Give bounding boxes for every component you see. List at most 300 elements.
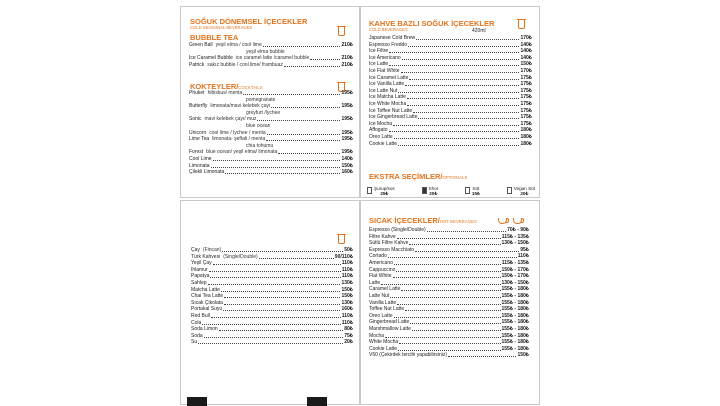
menu-item-note: yeşil elma bubble: [246, 48, 285, 55]
menu-item-price: 175₺: [520, 87, 532, 94]
menu-item: [189, 130, 353, 137]
extra-option-price: 15₺: [471, 191, 480, 197]
menu-item-price: 150₺: [517, 352, 529, 359]
menu-item: [189, 163, 353, 170]
menu-item-name: Ice Caramel Latte: [369, 74, 409, 81]
menu-item-name: Vanilla Latte: [369, 299, 397, 306]
menu-item-name: Caramel Latte: [369, 286, 401, 293]
menu-item: [191, 280, 353, 287]
menu-item-price: 150₺: [520, 61, 532, 68]
menu-item-name: Cortado: [369, 253, 387, 260]
dot-leader: [396, 271, 500, 272]
dot-leader: [393, 125, 519, 126]
dot-leader: [385, 337, 500, 338]
menu-item: [191, 320, 353, 327]
menu-item: [369, 75, 532, 82]
extra-option-price: 25₺: [380, 191, 389, 197]
menu-item-name: Yeşil Çay: [191, 260, 212, 267]
menu-item-price: 155₺ - 180₺: [501, 325, 529, 332]
menu-item: [191, 287, 353, 294]
menu-item-name: Ice Caramel Bubble: [189, 55, 233, 62]
dot-leader: [210, 277, 340, 278]
menu-item-desc: sakız bubble / cool lime/ frambuaz: [207, 61, 283, 68]
menu-item-price: 110₺: [341, 319, 353, 326]
menu-item-price: 110₺: [341, 273, 353, 280]
extra-option: [422, 186, 438, 196]
dot-leader: [209, 271, 341, 272]
menu-item: [369, 253, 529, 260]
dot-leader: [427, 231, 506, 232]
menu-item-name: Unicorn: [189, 129, 207, 136]
menu-item-name: Mocha: [369, 332, 385, 339]
menu-item-price: 50₺: [344, 247, 353, 253]
menu-item-price: 110₺: [341, 266, 353, 273]
menu-item-price: 130₺: [341, 299, 353, 306]
menu-item-name: Cola: [191, 319, 202, 326]
menu-item-name: Ice Americano: [369, 54, 401, 61]
dot-leader: [243, 94, 340, 95]
menu-item: [191, 333, 353, 340]
menu-item-name: Cappuccino: [369, 266, 396, 273]
other-drinks-list: [191, 247, 353, 346]
menu-item: [369, 267, 529, 274]
extra-option-label: Süt: [472, 186, 480, 191]
menu-item: [189, 55, 353, 62]
dot-leader: [397, 238, 501, 239]
dot-leader: [393, 277, 501, 278]
menu-item-price: 155₺ - 180₺: [501, 345, 529, 352]
menu-item-name: Sıcak Çikolata: [191, 299, 223, 306]
menu-item: [369, 333, 529, 340]
menu-item-name: Gingerbread Latte: [369, 319, 410, 326]
cold-seasonal-subtitle: COLD SEASONAL BEVERAGES: [190, 25, 253, 30]
menu-item-name: Latte: [369, 279, 381, 286]
dot-leader: [389, 131, 520, 132]
menu-item-price: 180₺: [520, 133, 532, 140]
dot-leader: [208, 284, 341, 285]
menu-item-price: 80₺: [344, 326, 353, 333]
menu-item-price: 180₺: [520, 140, 532, 147]
menu-item-name: Phuket: [189, 90, 205, 96]
menu-item-price: 150₺: [341, 286, 353, 293]
dot-leader: [381, 284, 500, 285]
bubble-tea-title: BUBBLE TEA: [190, 33, 239, 42]
menu-item: [189, 169, 353, 176]
cup-size-label: 420ml: [472, 28, 486, 34]
menu-item-price: 75₺: [344, 332, 353, 339]
menu-item-name: Espresso (Single/Double): [369, 227, 426, 233]
menu-item-desc: limonata- şeftali / menta: [212, 136, 266, 143]
menu-item-price: 155₺ - 180₺: [501, 332, 529, 339]
menu-item-desc: blue ocean/ yeşil elma/ limonata: [206, 149, 278, 156]
menu-item: [369, 141, 532, 148]
menu-item: [189, 103, 353, 110]
menu-item-name: Ice Matcha Latte: [369, 94, 406, 101]
dot-leader: [259, 258, 334, 259]
menu-item: [369, 286, 529, 293]
menu-item-note: greyfurt /lychee: [246, 109, 281, 116]
hot-cup-icon: [513, 218, 522, 224]
menu-item: [191, 260, 353, 267]
dot-leader: [409, 244, 500, 245]
menu-item-desc: cool lime / lychee / menta: [209, 129, 266, 136]
dot-leader: [224, 304, 341, 305]
menu-item-price: 210₺: [341, 55, 353, 62]
dot-leader: [388, 257, 517, 258]
menu-item-name: Ice Latte: [369, 61, 389, 68]
menu-item-name: Ice Toffee Nut Latte: [369, 107, 413, 114]
menu-item-price: 150₺ - 170₺: [501, 273, 529, 280]
menu-item-price: 155₺ - 180₺: [501, 319, 529, 326]
dot-leader: [390, 297, 500, 298]
menu-item-name: Ice Gingerbread Latte: [369, 114, 418, 121]
menu-item: [369, 114, 532, 121]
menu-item: [369, 35, 532, 42]
menu-item-desc: (Single/Double): [223, 253, 258, 260]
extras-title-text: EKSTRA SEÇİMLER/: [369, 172, 443, 181]
menu-item-price: 155₺ - 180₺: [501, 312, 529, 319]
menu-item: [369, 68, 532, 75]
menu-item: [369, 94, 532, 101]
menu-item-name: Patrick: [189, 61, 205, 68]
bubble-tea-list: [189, 42, 353, 68]
dot-leader: [219, 330, 344, 331]
menu-item-name: Limonata: [189, 162, 210, 169]
menu-item: [189, 136, 353, 143]
menu-item-name: Forest: [189, 149, 204, 156]
dot-leader: [402, 59, 520, 60]
menu-item-price: 175₺: [520, 107, 532, 114]
dot-leader: [405, 85, 519, 86]
extra-option-icon: [367, 187, 372, 194]
menu-item-name: Espresso Macchiato: [369, 246, 415, 253]
extra-option-text: [472, 186, 480, 196]
menu-item: [369, 280, 529, 287]
menu-item: [369, 247, 529, 254]
extra-option-label: Şurup/sos: [374, 186, 395, 191]
menu-page-cold-seasonal: [180, 6, 360, 198]
menu-item: [369, 88, 532, 95]
dot-leader: [398, 145, 519, 146]
dot-leader: [263, 46, 341, 47]
dot-leader: [257, 120, 340, 121]
hot-cup-icon: [338, 235, 345, 244]
menu-item: [369, 121, 532, 128]
menu-item: [369, 260, 529, 267]
extra-option-price: 20₺: [429, 191, 438, 197]
dot-leader: [202, 324, 340, 325]
menu-item-price: 90/110₺: [334, 253, 353, 260]
dot-leader: [409, 79, 519, 80]
extra-option-label: Vegan Süt: [513, 186, 535, 191]
menu-item: [369, 319, 529, 326]
menu-page-other-drinks: [180, 200, 360, 405]
menu-item-price: 160₺: [341, 169, 353, 176]
dot-leader: [401, 72, 520, 73]
menu-item-name: Sonic: [189, 116, 202, 123]
menu-item-name: Butterfly: [189, 103, 208, 110]
menu-item-name: Lime Tea: [189, 136, 210, 143]
hot-beverages-title-text: SICAK İÇECEKLER/: [369, 216, 440, 225]
extra-option-text: [514, 186, 535, 196]
dot-leader: [412, 330, 501, 331]
menu-item-price: 155₺ - 180₺: [501, 299, 529, 306]
menu-item-price: 210₺: [341, 42, 353, 48]
dot-leader: [267, 134, 341, 135]
menu-item-price: 110₺: [341, 260, 353, 267]
menu-item: [191, 339, 353, 346]
menu-item-name: Ice Mocha: [369, 120, 393, 127]
menu-item-name: Çilekli Limonata: [189, 169, 225, 176]
menu-item-price: 175₺: [520, 74, 532, 81]
dot-leader: [418, 118, 519, 119]
menu-item: [189, 116, 353, 123]
menu-item-name: Ihlamur: [191, 266, 208, 273]
cold-cup-icon: [338, 27, 345, 36]
extra-option: [465, 186, 480, 196]
menu-item: [191, 313, 353, 320]
menu-item-price: 195₺: [341, 149, 353, 156]
dot-leader: [211, 167, 341, 168]
dot-leader: [211, 317, 341, 318]
menu-item-name: Portakal Suyu: [191, 306, 223, 313]
hot-beverages-list: [369, 227, 529, 359]
extras-list: [367, 186, 535, 196]
menu-item: [189, 156, 353, 163]
menu-item-price: 155₺ - 180₺: [501, 306, 529, 313]
menu-item: [369, 273, 529, 280]
cold-coffee-title: KAHVE BAZLI SOĞUK İÇECEKLER: [369, 19, 495, 28]
dot-leader: [394, 317, 501, 318]
menu-item-name: Espresso Freddo: [369, 41, 408, 48]
menu-item-price: 195₺: [341, 90, 353, 96]
menu-item: [191, 326, 353, 333]
dot-leader: [398, 350, 500, 351]
dot-leader: [398, 92, 519, 93]
menu-item-price: 110₺: [517, 253, 529, 260]
dot-leader: [389, 65, 519, 66]
dot-leader: [448, 356, 516, 357]
menu-item: [189, 42, 353, 49]
menu-item-name: Türk Kahvesi: [191, 253, 221, 260]
hot-cup-icon: [498, 218, 507, 224]
cocktails-subtitle: COCKTAILS: [238, 85, 263, 90]
cocktails-title-text: KOKTEYLER/: [190, 82, 239, 91]
menu-item-price: 195₺: [341, 129, 353, 136]
menu-item-note: pomegranate: [246, 96, 276, 103]
menu-item: [191, 300, 353, 307]
menu-item: [369, 42, 532, 49]
menu-item-name: Oreo Latte: [369, 312, 393, 319]
menu-page-cold-coffee: [360, 6, 540, 198]
extra-option: [367, 186, 395, 196]
menu-item: [191, 293, 353, 300]
dot-leader: [405, 310, 500, 311]
menu-item: [191, 267, 353, 274]
menu-item-name: Red Bull: [191, 312, 210, 319]
menu-item-price: 155₺ - 180₺: [501, 339, 529, 346]
menu-item: [369, 101, 532, 108]
menu-page-hot: [360, 200, 540, 405]
menu-item: [369, 81, 532, 88]
menu-item: [191, 306, 353, 313]
menu-item: [369, 306, 529, 313]
menu-item-price: 140₺: [520, 41, 532, 48]
menu-item-price: 160₺: [341, 306, 353, 313]
menu-item-name: Chai Tea Latte: [191, 293, 224, 300]
menu-item: [189, 90, 353, 97]
menu-item-price: 170₺: [520, 35, 532, 41]
menu-item-name: Affogato: [369, 127, 388, 134]
menu-item: [369, 346, 529, 353]
extra-option-label: Shot: [428, 186, 438, 191]
menu-item: [369, 339, 529, 346]
dot-leader: [223, 310, 340, 311]
menu-item-price: 150₺ - 170₺: [501, 266, 529, 273]
cold-cup-icon: [518, 20, 525, 29]
menu-item: [369, 127, 532, 134]
extras-title: [369, 172, 467, 181]
menu-item-name: V60 (Çekirdek tercihi yapabilirsiniz): [369, 352, 448, 359]
hot-beverages-title: [369, 216, 477, 225]
dot-leader: [310, 59, 340, 60]
menu-item-name: Toffee Nut Latte: [369, 306, 405, 313]
menu-item-price: 175₺: [520, 94, 532, 101]
menu-item: [369, 240, 529, 247]
extra-option-icon: [465, 187, 470, 194]
dot-leader: [394, 138, 520, 139]
dot-leader: [389, 52, 519, 53]
extra-option: [507, 186, 535, 196]
menu-item: [369, 227, 529, 234]
menu-item: [369, 300, 529, 307]
menu-item: [369, 134, 532, 141]
menu-item-name: Green Ball: [189, 42, 213, 48]
menu-item-name: Cookie Latte: [369, 140, 398, 147]
menu-item: [369, 55, 532, 62]
menu-item-price: 180₺: [520, 127, 532, 134]
dot-leader: [401, 290, 500, 291]
menu-item-desc: hibiskus/ menta: [207, 90, 243, 96]
menu-item-name: Filtre Kahve: [369, 233, 396, 240]
cold-coffee-list: [369, 35, 532, 147]
dot-leader: [204, 337, 344, 338]
menu-item-name: Cookie Latte: [369, 345, 398, 352]
menu-item-name: Marshmallow Latte: [369, 325, 411, 332]
menu-item-price: 140₺: [341, 155, 353, 162]
menu-item-price: 115₺ - 135₺: [501, 233, 529, 240]
menu-item-name: Soda: [191, 332, 203, 339]
menu-item-name: Soda Limon: [191, 326, 218, 333]
menu-item-price: 140₺: [520, 54, 532, 61]
menu-item-price: 175₺: [520, 100, 532, 107]
dot-leader: [413, 112, 519, 113]
menu-item: [189, 62, 353, 69]
extra-option-text: [374, 186, 395, 196]
menu-item-desc: mavi kelebek çayı/ muz: [204, 116, 257, 123]
menu-item-name: Cool Lime: [189, 155, 212, 162]
menu-item-name: Çay: [191, 247, 200, 253]
dot-leader: [213, 264, 341, 265]
menu-item-price: 130₺: [341, 279, 353, 286]
dot-leader: [213, 160, 341, 161]
extra-option-price: 20₺: [520, 191, 529, 197]
menu-item-price: 70₺ - 90₺: [507, 227, 529, 233]
menu-item-price: 155₺ - 180₺: [501, 292, 529, 299]
menu-item-note: chia tohumu: [246, 142, 274, 149]
dot-leader: [284, 66, 341, 67]
menu-item-name: Flat White: [369, 273, 392, 280]
menu-item-price: 150₺: [341, 293, 353, 300]
menu-item: [191, 273, 353, 280]
menu-item: [191, 254, 353, 261]
menu-item-price: 195₺: [341, 103, 353, 110]
menu-item-price: 155₺ - 180₺: [501, 286, 529, 293]
menu-item: [369, 234, 529, 241]
cocktails-list: [189, 90, 353, 176]
dot-leader: [278, 153, 340, 154]
menu-item-price: 175₺: [520, 114, 532, 121]
dot-leader: [407, 105, 519, 106]
menu-item-name: Ice Latte Nut: [369, 87, 398, 94]
menu-item-price: 130₺ - 150₺: [501, 279, 529, 286]
dot-leader: [399, 343, 500, 344]
menu-item-name: Ice Filtre: [369, 48, 389, 55]
menu-item-name: Su: [191, 339, 198, 346]
menu-item: [369, 48, 532, 55]
cold-seasonal-title: SOĞUK DÖNEMSEL İÇECEKLER: [190, 17, 308, 26]
dot-leader: [407, 98, 520, 99]
menu-item: [369, 293, 529, 300]
menu-item-name: Matcha Latte: [191, 286, 220, 293]
menu-item-price: 140₺: [520, 48, 532, 55]
menu-item-desc: yeşil elma / cool lime: [215, 42, 262, 48]
menu-item-price: 20₺: [344, 339, 353, 346]
menu-item-price: 195₺: [341, 116, 353, 123]
dot-leader: [222, 251, 343, 252]
menu-item-price: 170₺: [520, 67, 532, 74]
dot-leader: [266, 140, 340, 141]
menu-item-price: 150₺: [341, 162, 353, 169]
extras-subtitle: OPTIONALS: [442, 175, 468, 180]
menu-item-name: Ice Vanilla Latte: [369, 81, 405, 88]
menu-item-name: Latte Nut: [369, 292, 390, 299]
menu-item-name: Sütlü Filtre Kahve: [369, 240, 409, 247]
menu-item-name: White Mocha: [369, 339, 399, 346]
menu-item-price: 195₺: [341, 136, 353, 143]
menu-item: [369, 352, 529, 359]
menu-item-price: 175₺: [520, 81, 532, 88]
menu-item-name: Oreo Latte: [369, 133, 393, 140]
menu-item: [369, 326, 529, 333]
menu-item-name: Ice Flat White: [369, 67, 400, 74]
dot-leader: [397, 304, 500, 305]
extra-option-icon: [507, 187, 512, 194]
dot-leader: [225, 173, 340, 174]
menu-item-name: Japanese Cold Brew: [369, 35, 416, 41]
menu-item-price: 110₺: [341, 312, 353, 319]
menu-item-price: 130₺ - 150₺: [501, 240, 529, 247]
menu-item-price: 175₺: [520, 120, 532, 127]
menu-item: [369, 61, 532, 68]
menu-item: [369, 313, 529, 320]
cold-coffee-subtitle: COLD BEVERAGES: [369, 27, 408, 32]
menu-item: [369, 108, 532, 115]
dot-leader: [416, 39, 519, 40]
dot-leader: [198, 343, 343, 344]
dot-leader: [415, 251, 519, 252]
menu-item-desc: limonata/mavi kelebek çayı: [210, 103, 271, 110]
